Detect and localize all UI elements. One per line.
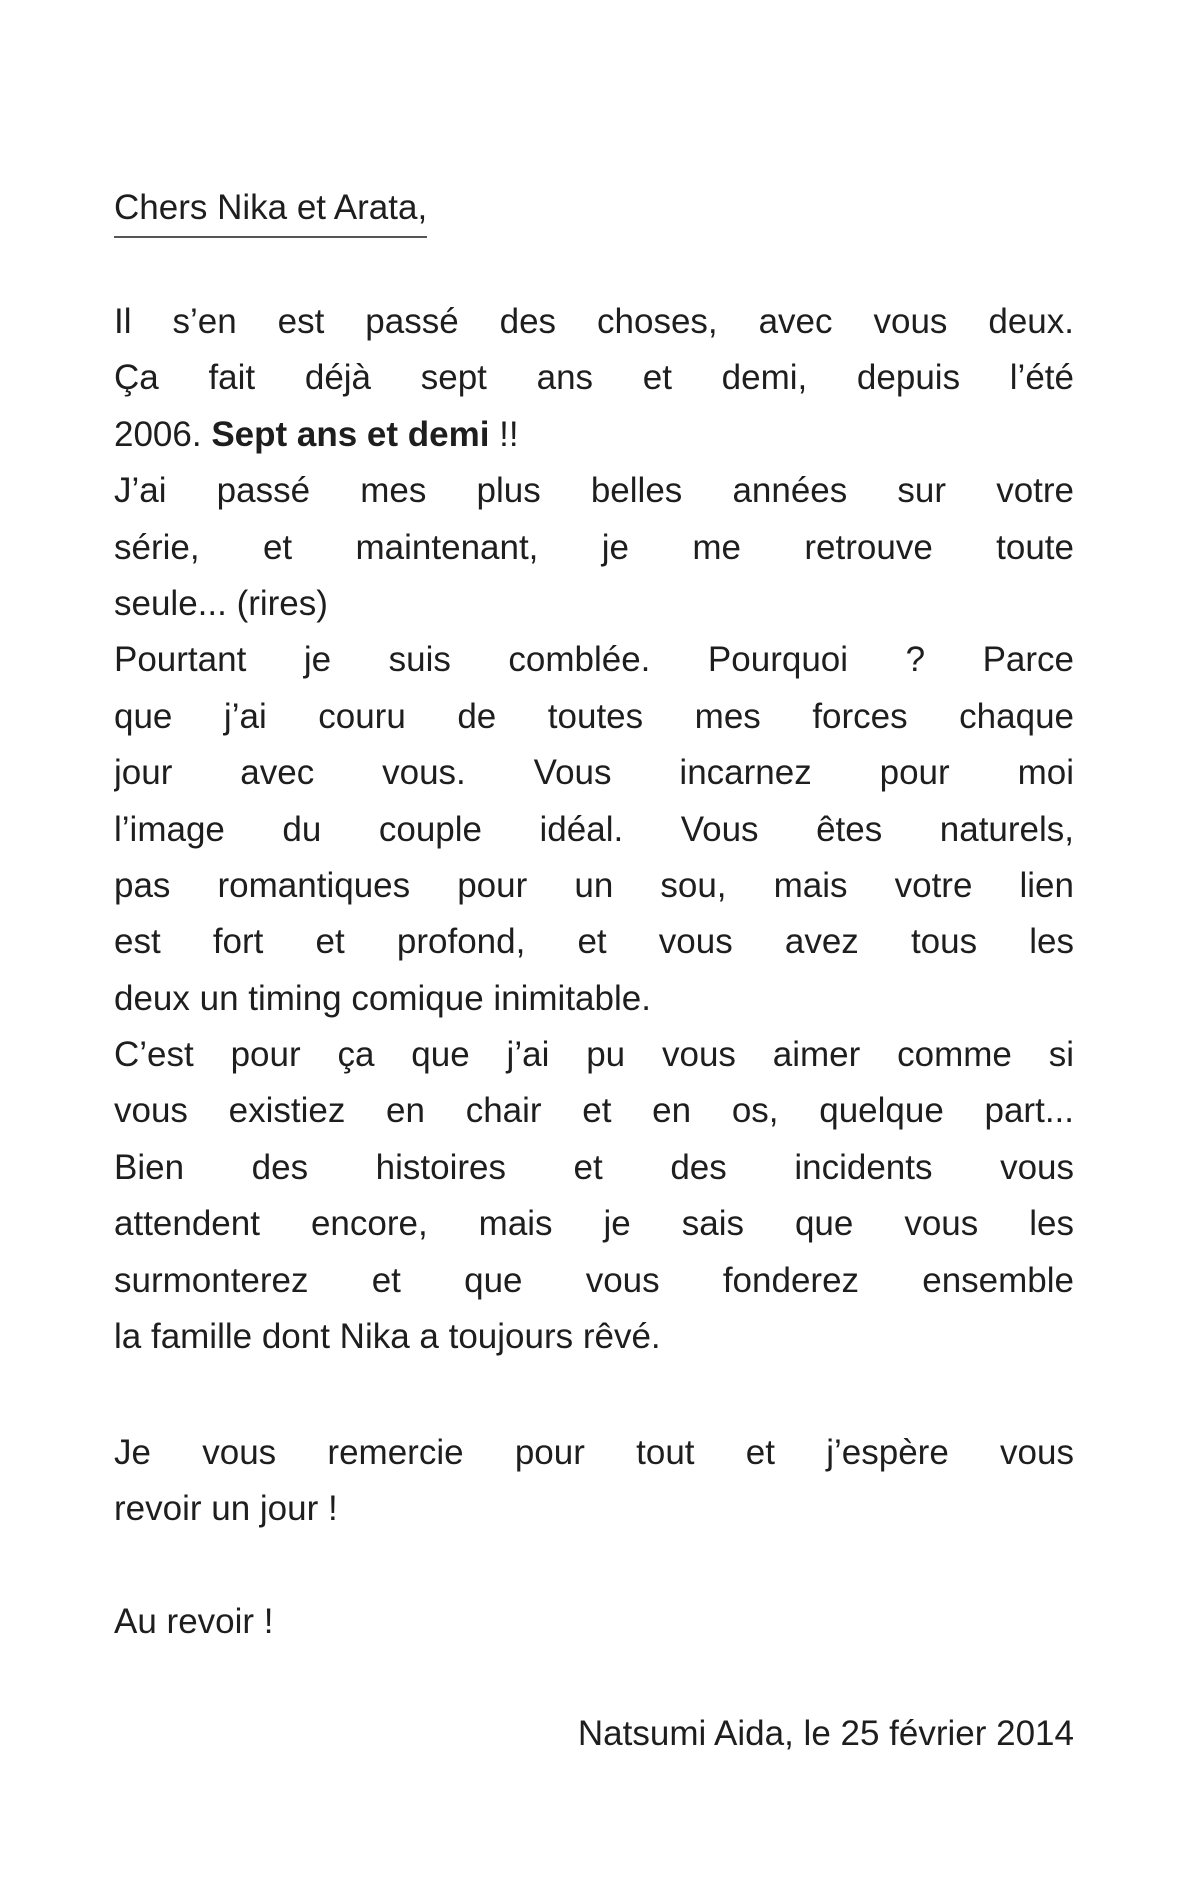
body-line: l’image du couple idéal. Vous êtes naturels, [114,809,1074,849]
body-line: C’est pour ça que j’ai pu vous aimer comme si [114,1035,1074,1075]
body-line: seule... (rires) [114,583,328,623]
letter-signature [114,1706,1074,1762]
body-line-text: !! [489,414,519,454]
closing-line: Je vous remercie pour tout et j’espère vous [114,1433,1074,1472]
body-line: attendent encore, mais je sais que vous les [114,1204,1074,1244]
body-line [114,407,1074,463]
greeting-text: Chers Nika et Arata, [114,180,427,238]
body-line: Il s’en est passé des choses, avec vous deux. [114,302,1074,341]
body-line: série, et maintenant, je me retrouve toute [114,527,1074,567]
body-line: deux un timing comique inimitable. [114,978,651,1018]
body-line: Pourtant je suis comblée. Pourquoi ? Parce [114,640,1074,680]
body-line: J’ai passé mes plus belles années sur votre [114,471,1074,511]
body-line: surmonterez et que vous fonderez ensemble [114,1260,1074,1300]
body-line: Ça fait déjà sept ans et demi, depuis l’été [114,358,1074,398]
letter-farewell [114,1594,1074,1650]
signature-text: Natsumi Aida, le 25 février 2014 [577,1714,1074,1753]
body-line: vous existiez en chair et en os, quelque part... [114,1091,1074,1131]
closing-line: revoir un jour ! [114,1489,338,1529]
bold-emphasis: Sept ans et demi [211,414,490,454]
body-line: jour avec vous. Vous incarnez pour moi [114,753,1074,793]
farewell-text: Au revoir ! [114,1602,274,1641]
body-line: est fort et profond, et vous avez tous les [114,922,1074,962]
body-line: que j’ai couru de toutes mes forces chaque [114,696,1074,736]
body-line: pas romantiques pour un sou, mais votre lien [114,865,1074,905]
letter-closing [114,1425,1074,1538]
letter-body [114,294,1074,1365]
letter-greeting [114,180,427,238]
body-line-text: 2006. [114,414,212,454]
body-line: la famille dont Nika a toujours rêvé. [114,1317,661,1357]
body-line: Bien des histoires et des incidents vous [114,1147,1074,1187]
